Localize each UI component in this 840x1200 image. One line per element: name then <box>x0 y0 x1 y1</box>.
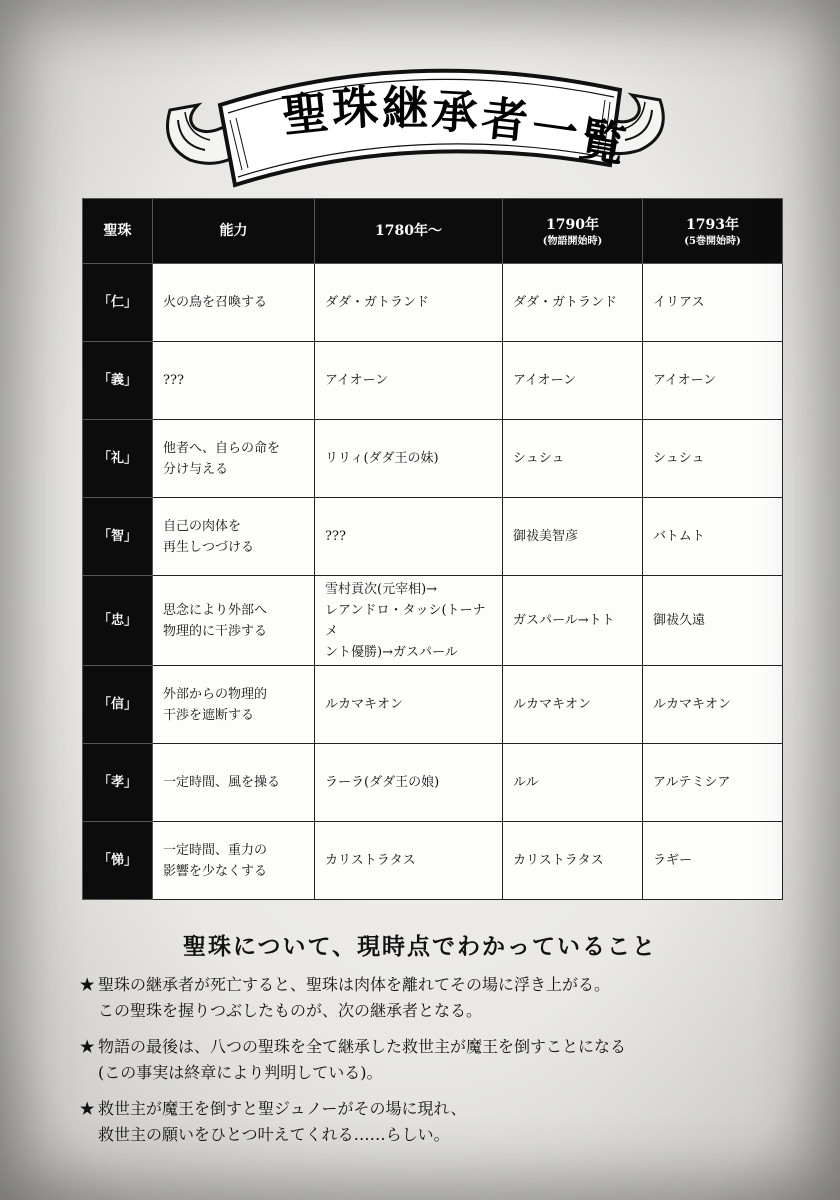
heir-1790-cell: 御祓美智彦 <box>503 498 643 576</box>
table-row <box>83 822 783 900</box>
header-1793-note: (5巻開始時) <box>684 235 741 247</box>
heir-1780-cell-line: ルカマキオン <box>325 697 404 712</box>
heir-1780-cell-line: ??? <box>325 529 346 544</box>
ability-cell <box>153 666 315 744</box>
table-body <box>83 264 783 900</box>
heir-1790-cell: ダダ・ガトランド <box>503 264 643 342</box>
ability-cell-line: 一定時間、重力の <box>163 842 268 858</box>
title-char: 珠 <box>330 79 382 137</box>
title-banner <box>150 50 680 200</box>
ability-cell-line: 火の鳥を召喚する <box>163 295 268 310</box>
heir-1793-cell: イリアス <box>643 264 783 342</box>
heir-1780-cell-line: カリストラタス <box>325 853 416 868</box>
jewel-cell: 「信」 <box>83 666 153 744</box>
heir-1780-cell <box>315 744 503 822</box>
note-text: (この事実は終章により判明している)。 <box>98 1063 383 1082</box>
ability-cell <box>153 264 315 342</box>
table-row <box>83 498 783 576</box>
heir-1780-cell <box>315 498 503 576</box>
ability-cell <box>153 744 315 822</box>
heir-1793-cell: 御祓久遠 <box>643 576 783 666</box>
heir-1793-cell: アルテミシア <box>643 744 783 822</box>
page-title <box>150 50 680 200</box>
ability-cell <box>153 498 315 576</box>
note-item <box>80 1096 800 1148</box>
note-line <box>80 1122 800 1148</box>
notes-heading: 聖珠について、現時点でわかっていること <box>182 933 658 960</box>
note-text: 聖珠の継承者が死亡すると、聖珠は肉体を離れてその場に浮き上がる。 <box>98 975 611 994</box>
ability-cell <box>153 420 315 498</box>
heir-1780-cell-line: アイオーン <box>325 373 389 388</box>
heir-1780-cell-line: レアンドロ・タッシ(トーナメ <box>325 602 486 639</box>
note-text: 救世主が魔王を倒すと聖ジュノーがその場に現れ、 <box>98 1099 467 1118</box>
title-char: 聖 <box>279 84 334 144</box>
table-row <box>83 576 783 666</box>
ability-cell-line: 一定時間、風を操る <box>163 775 281 790</box>
header-1790-note: (物語開始時) <box>542 235 603 247</box>
heir-1780-cell-line: ラーラ(ダダ王の娘) <box>325 775 440 790</box>
jewel-cell: 「智」 <box>83 498 153 576</box>
jewel-cell: 「孝」 <box>83 744 153 822</box>
note-text: 物語の最後は、八つの聖珠を全て継承した救世主が魔王を倒すことになる <box>98 1037 627 1056</box>
heir-1780-cell-line: 雪村貢次(元宰相)→ <box>325 581 438 597</box>
ability-cell-line: 他者へ、自らの命を <box>163 440 281 456</box>
table-row <box>83 342 783 420</box>
heir-1780-cell-line: ダダ・ガトランド <box>325 295 430 310</box>
heir-1780-cell <box>315 264 503 342</box>
header-1790-year: 1790年 <box>546 216 599 233</box>
table-header-row <box>83 199 783 264</box>
table-row <box>83 744 783 822</box>
note-text: 救世主の願いをひとつ叶えてくれる……らしい。 <box>98 1125 450 1144</box>
star-bullet-icon: ★ <box>80 1099 95 1118</box>
header-jewel: 聖珠 <box>83 199 153 264</box>
header-1780: 1780年〜 <box>315 199 503 264</box>
header-1793-year: 1793年 <box>686 216 739 233</box>
header-ability: 能力 <box>153 199 315 264</box>
heir-1780-cell <box>315 822 503 900</box>
note-line <box>80 1060 800 1086</box>
note-item <box>80 972 800 1024</box>
title-char: 者 <box>478 90 533 150</box>
ability-cell-line: 思念により外部へ <box>163 602 268 618</box>
ability-cell-line: 外部からの物理的 <box>163 686 268 702</box>
title-char: 継 <box>382 81 430 135</box>
star-bullet-icon: ★ <box>80 975 95 994</box>
heir-1780-cell <box>315 666 503 744</box>
ability-cell-line: 物理的に干渉する <box>163 623 268 639</box>
heir-1793-cell: ラギー <box>643 822 783 900</box>
title-char: 覧 <box>575 111 632 173</box>
title-char: 承 <box>430 83 482 141</box>
ability-cell-line: ??? <box>163 373 184 388</box>
heir-1780-cell <box>315 342 503 420</box>
note-text: この聖珠を握りつぶしたものが、次の継承者となる。 <box>98 1001 483 1020</box>
jewel-cell: 「忠」 <box>83 576 153 666</box>
heir-1793-cell: ルカマキオン <box>643 666 783 744</box>
note-item <box>80 1034 800 1086</box>
jewel-cell: 「仁」 <box>83 264 153 342</box>
ability-cell-line: 自己の肉体を <box>163 518 242 534</box>
ability-cell-line: 分け与える <box>163 461 229 477</box>
ability-cell-line: 再生しつづける <box>163 539 255 555</box>
note-line <box>80 1096 800 1122</box>
heir-1780-cell-line: リリィ(ダダ王の妹) <box>325 451 439 466</box>
heir-1793-cell: バトムト <box>643 498 783 576</box>
heir-1790-cell: アイオーン <box>503 342 643 420</box>
heir-1790-cell: ルカマキオン <box>503 666 643 744</box>
ability-cell-line: 干渉を遮断する <box>163 707 255 723</box>
heir-1790-cell: ルル <box>503 744 643 822</box>
title-char: 一 <box>528 99 584 161</box>
table-row <box>83 666 783 744</box>
header-1793 <box>643 199 783 264</box>
heir-1790-cell: シュシュ <box>503 420 643 498</box>
heir-1790-cell: カリストラタス <box>503 822 643 900</box>
star-bullet-icon: ★ <box>80 1037 95 1056</box>
table-row <box>83 264 783 342</box>
heir-1780-cell <box>315 576 503 666</box>
jewel-cell: 「義」 <box>83 342 153 420</box>
ability-cell <box>153 576 315 666</box>
heir-1793-cell: シュシュ <box>643 420 783 498</box>
heir-1793-cell: アイオーン <box>643 342 783 420</box>
jewel-cell: 「悌」 <box>83 822 153 900</box>
note-line <box>80 1034 800 1060</box>
jewel-cell: 「礼」 <box>83 420 153 498</box>
notes-list <box>80 972 800 1158</box>
holy-jewel-heirs-table <box>82 198 783 900</box>
note-line <box>80 972 800 998</box>
header-1790 <box>503 199 643 264</box>
heir-1780-cell <box>315 420 503 498</box>
ability-cell-line: 影響を少なくする <box>163 863 268 879</box>
ability-cell <box>153 342 315 420</box>
heir-1790-cell: ガスパール→トト <box>503 576 643 666</box>
heir-1780-cell-line: ント優勝)→ガスパール <box>325 644 458 660</box>
note-line <box>80 998 800 1024</box>
table-row <box>83 420 783 498</box>
ability-cell <box>153 822 315 900</box>
